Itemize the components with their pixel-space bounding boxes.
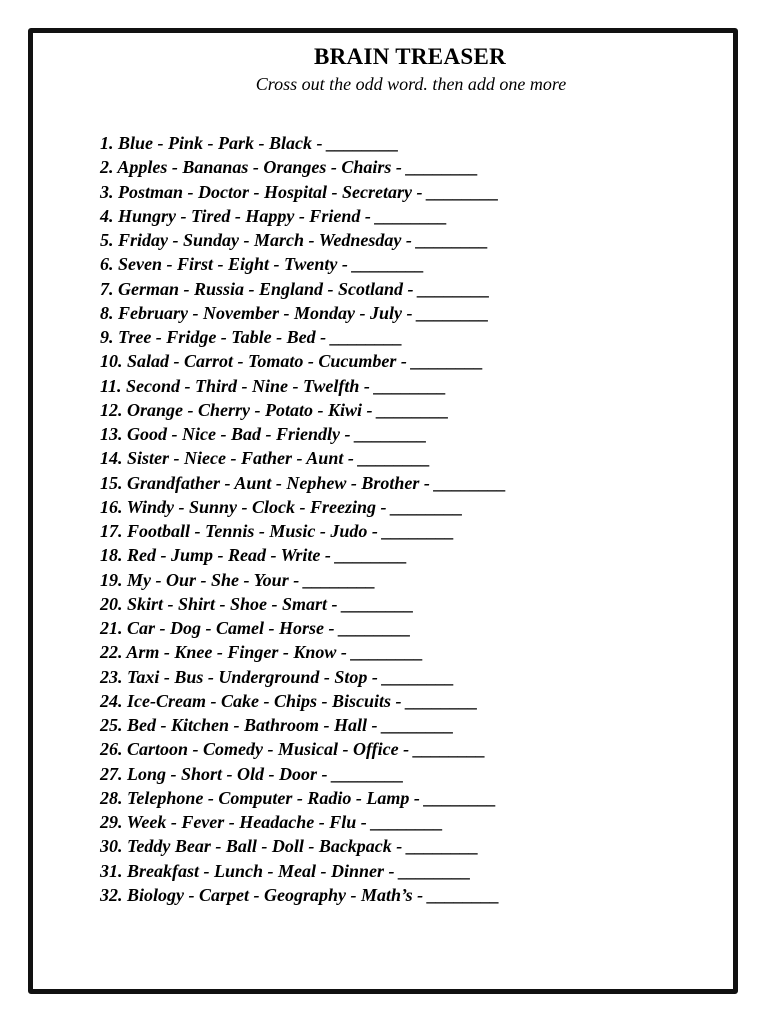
exercise-item: 18. Red - Jump - Read - Write - ________: [100, 545, 408, 566]
exercise-item: 8. February - November - Monday - July - ________: [100, 302, 489, 323]
exercise-item: 31. Breakfast - Lunch - Meal - Dinner - ________: [100, 860, 472, 881]
exercise-item: 29. Week - Fever - Headache - Flu - ________: [100, 812, 444, 832]
exercise-item: 20. Skirt - Shirt - Shoe - Smart - ________: [100, 593, 415, 614]
exercise-item: 23. Taxi - Bus - Underground - Stop - ________: [100, 666, 455, 687]
exercise-item: 6. Seven - First - Eight - Twenty - ________: [100, 254, 425, 275]
exercise-item: 17. Football - Tennis - Music - Judo - ________: [100, 521, 455, 541]
exercise-item: 21. Car - Dog - Camel - Horse - ________: [100, 618, 411, 638]
exercise-item: 15. Grandfather - Aunt - Nephew - Brother - ________: [100, 472, 507, 493]
exercise-item: 9. Tree - Fridge - Table - Bed - ________: [100, 327, 403, 347]
worksheet-instructions: Cross out the odd word. then add one more: [255, 74, 567, 94]
exercise-item: 1. Blue - Pink - Park - Black - ________: [100, 133, 399, 153]
exercise-item: 3. Postman - Doctor - Hospital - Secretary - ________: [100, 181, 499, 202]
exercise-item: 2. Apples - Bananas - Oranges - Chairs - ________: [100, 157, 479, 178]
exercise-item: 16. Windy - Sunny - Clock - Freezing - ________: [100, 496, 464, 517]
exercise-item: 28. Telephone - Computer - Radio - Lamp - ________: [100, 787, 497, 808]
exercise-item: 5. Friday - Sunday - March - Wednesday - ________: [100, 230, 489, 250]
exercise-item: 26. Cartoon - Comedy - Musical - Office - ________: [100, 739, 486, 760]
exercise-item: 14. Sister - Niece - Father - Aunt - ________: [100, 448, 431, 469]
exercise-item: 4. Hungry - Tired - Happy - Friend - ________: [100, 205, 448, 226]
exercise-item: 27. Long - Short - Old - Door - ________: [100, 763, 405, 784]
exercise-item: 32. Biology - Carpet - Geography - Math’s - ________: [100, 884, 500, 905]
exercise-item: 30. Teddy Bear - Ball - Doll - Backpack - ________: [100, 836, 479, 857]
exercise-item: 25. Bed - Kitchen - Bathroom - Hall - ________: [100, 715, 455, 735]
worksheet-title: BRAIN TREASER: [314, 44, 506, 69]
exercise-item: 22. Arm - Knee - Finger - Know - ________: [100, 642, 424, 663]
exercise-item: 24. Ice-Cream - Cake - Chips - Biscuits - ________: [100, 690, 478, 711]
exercise-item: 12. Orange - Cherry - Potato - Kiwi - ________: [100, 399, 449, 420]
exercise-item: 7. German - Russia - England - Scotland - ________: [100, 278, 491, 299]
exercise-item: 19. My - Our - She - Your - ________: [100, 569, 376, 590]
exercise-item: 11. Second - Third - Nine - Twelfth - ________: [100, 375, 447, 396]
exercise-item: 13. Good - Nice - Bad - Friendly - ________: [100, 424, 427, 444]
exercise-item: 10. Salad - Carrot - Tomato - Cucumber - ________: [100, 351, 484, 372]
exercise-list: [100, 131, 506, 907]
